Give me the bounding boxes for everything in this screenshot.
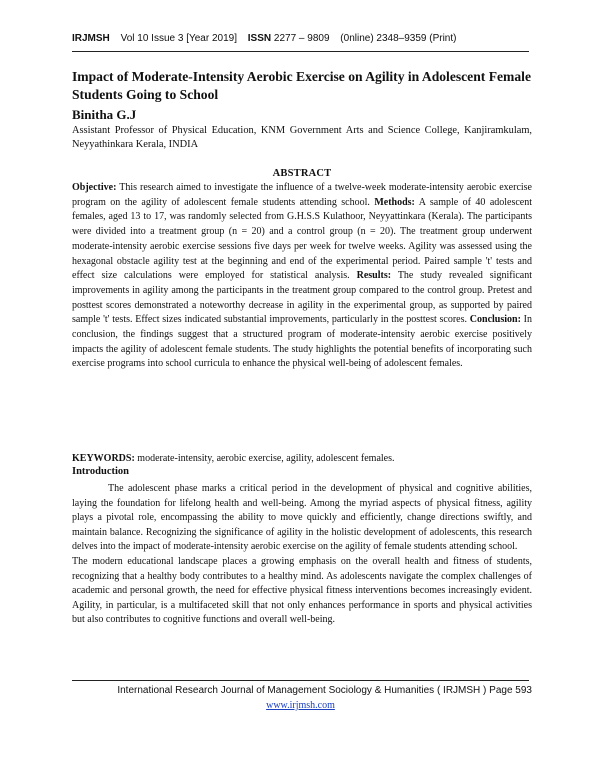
footer-divider: [72, 680, 529, 681]
page-number: Page 593: [489, 685, 532, 696]
article-title: Impact of Moderate-Intensity Aerobic Exercise on Agility in Adolescent Female Students Going to School: [72, 69, 531, 102]
introduction-body: [72, 482, 532, 628]
volume-issue: Vol 10 Issue 3: [120, 33, 184, 44]
running-header: [72, 33, 532, 44]
issn-online: (0nline) 2348–9359 (Print): [340, 33, 457, 44]
results-text: The study revealed significant improvements in agility among the participants in the treatment group compared to the control group. Pretest and posttest scores demonstrated a noteworthy decrease in agility in the experimental group, as supported by paired sample 't' tests. Effect sizes indicated substantial improvements, particularly in the posttest scores.: [72, 270, 533, 326]
abstract-body: [72, 181, 532, 372]
objective-label: Objective:: [72, 182, 117, 193]
issn-label: ISSN: [247, 33, 272, 44]
footer-journal-name: International Research Journal of Management Sociology & Humanities ( IRJMSH ): [117, 685, 487, 696]
methods-text: A sample of 40 adolescent females, aged 13 to 17, was randomly selected from G.H.S.S Kulathoor, Neyyattinkara (Kerala). The participants were divided into a treatment group (n = 20) and a control group (n = 20). The treatment group underwent moderate-intensity aerobic exercise sessions five days per week for twelve weeks. Agility was assessed using the hexagonal obstacle agility test at the beginning and end of the experimental period. Paired sample 't' tests and effect size calculations were employed for statistical analysis.: [72, 196, 533, 282]
objective-text: This research aimed to investigate the influence of a twelve-week moderate-intensity aerobic exercise program on the agility of adolescent female students attending school.: [72, 182, 532, 208]
publication-year: [Year 2019]: [186, 33, 237, 44]
abstract-heading: ABSTRACT: [272, 168, 332, 179]
journal-website-link[interactable]: www.irjmsh.com: [266, 700, 335, 711]
author-name: Binitha G.J: [72, 107, 137, 122]
methods-label: Methods:: [374, 196, 415, 208]
introduction-paragraph-1: The adolescent phase marks a critical period in the development of physical and cognitive abilities, laying the foundation for lifelong health and well-being. Among the myriad aspects of physical fitness, agility plays a pivotal role, encompassing the ability to move quickly and efficiently, change directions swiftly, and maintain balance. Recognizing the significance of agility in the holistic development of adolescents, this research delves into the impact of moderate-intensity aerobic exercise on the agility of female students attending school.: [72, 483, 532, 553]
running-footer: [72, 685, 532, 696]
header-divider: [72, 51, 529, 52]
conclusion-text: In conclusion, the findings suggest that a structured program of moderate-intensity aerobic exercise positively impacts the agility of adolescent female students. The study highlights the potential benefits of incorporating such exercise programs into school curricula to enhance the physical well-being of adolescent females.: [72, 314, 533, 370]
conclusion-label: Conclusion:: [469, 314, 521, 326]
results-label: Results:: [356, 270, 392, 282]
introduction-heading: Introduction: [72, 466, 129, 477]
keywords: [72, 452, 532, 466]
author-affiliation: Assistant Professor of Physical Education, KNM Government Arts and Science College, Kanjiramkulam, Neyyathinkara Kerala, INDIA: [72, 125, 532, 150]
keywords-text: moderate-intensity, aerobic exercise, agility, adolescent females.: [137, 453, 395, 464]
issn-number: 2277 – 9809: [273, 33, 330, 44]
keywords-label: KEYWORDS:: [72, 453, 135, 464]
journal-abbreviation: IRJMSH: [72, 33, 110, 44]
introduction-paragraph-2: The modern educational landscape places a growing emphasis on the overall health and fitness of students, recognizing that a healthy body contributes to a healthy mind. As adolescents navigate the complex challenges of academic and personal growth, the need for effective physical fitness interventions becomes increasingly evident. Agility, in particular, is a multifaceted skill that not only enhances performance in sports and physical activities but also contributes to cognitive functions and overall well-being.: [72, 555, 532, 626]
